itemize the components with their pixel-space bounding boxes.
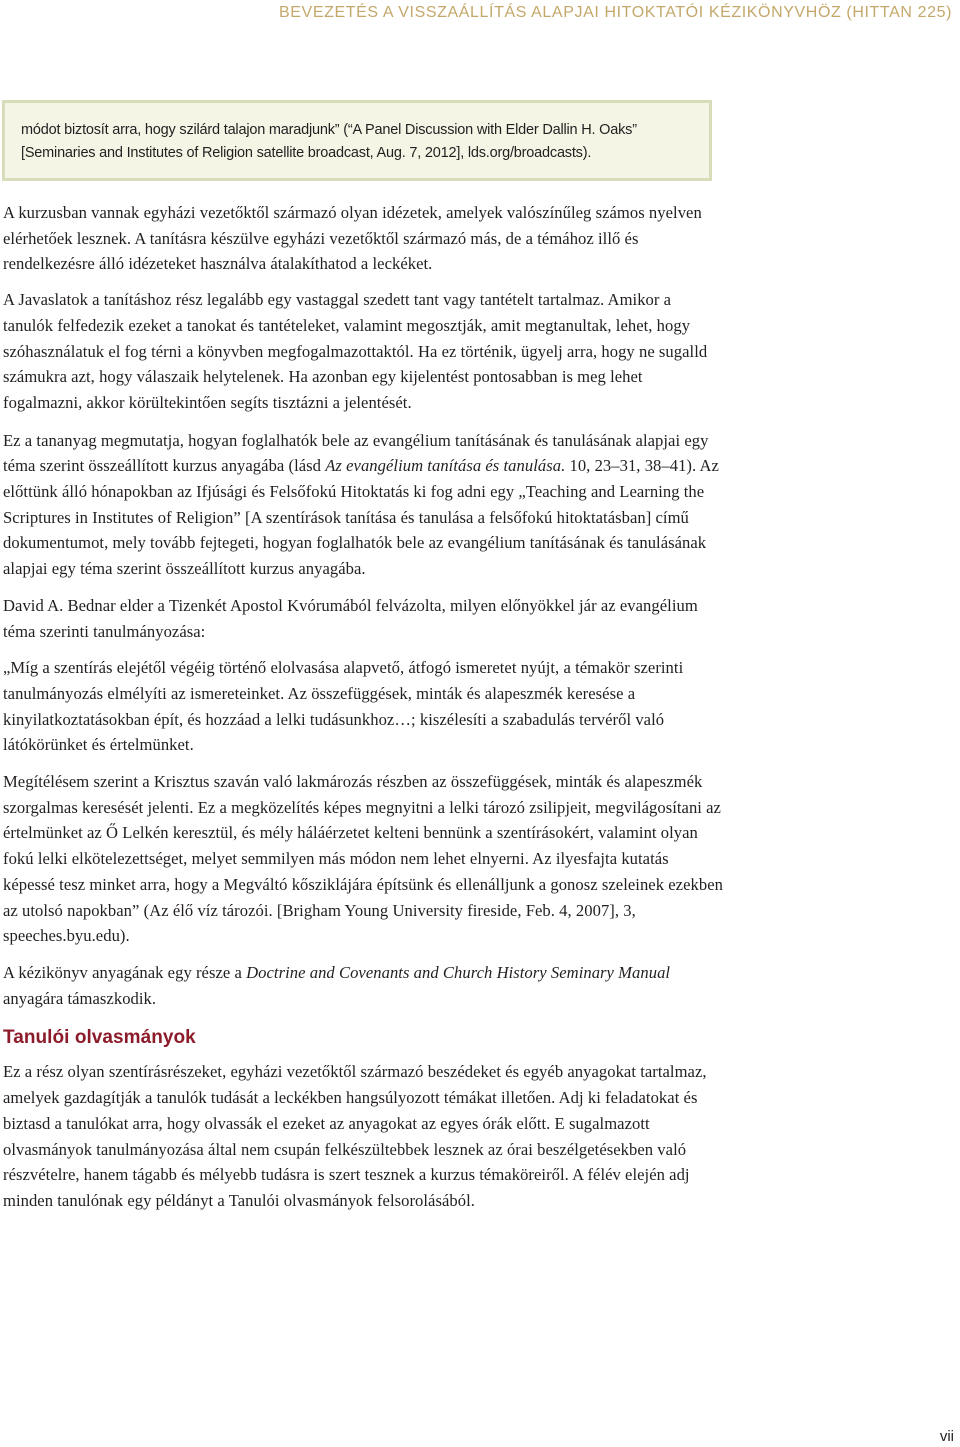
- p3-text-end: 10, 23–31, 38–41). Az előttünk álló hónapokban az Ifjúsági és Felsőfokú Hitoktatás ki fog adni egy „Teaching and Learning the Scriptures in Institutes of Religion” [A szentírások tanítása és tanulása a felsőfokú hitoktatásban] című dokumentumot, mely tovább fejtegeti, hogyan foglalhatók bele az evangélium tanításának és tanulásának alapjai egy téma szerint összeállított kurzus anyagába.: [3, 456, 719, 579]
- paragraph-doctrines-principles: A Javaslatok a tanításhoz rész legalább egy vastaggal szedett tant vagy tantételt tartalmaz. Amikor a tanulók felfedezik ezeket a tanokat és tantételeket, valamint megosztják, amit megtanultak, lehet, hogy szóhasználatuk el fog térni a könyvben megfogalmazottaktól. Ha ez történik, ügyelj arra, hogy ne sugalld számukra azt, hogy válaszaik helytelenek. Ha azonban egy kijelentést pontosabban is meg lehet fogalmazni, akkor körültekintően segíts tisztázni a jelentését.: [3, 290, 708, 412]
- section-heading-student-readings: Tanulói olvasmányok: [3, 1027, 196, 1049]
- main-content: [3, 200, 723, 1214]
- p3-book-title: Az evangélium tanítása és tanulása.: [325, 456, 566, 476]
- page-number: vii: [939, 1428, 954, 1445]
- paragraph-bednar-quote-1: „Míg a szentírás elejétől végéig történő elolvasása alapvető, átfogó ismeretet nyújt, a témakör szerinti tanulmányozás elmélyíti az ismereteinket. Az összefüggések, minták és alapeszmék keresése a kinyilatkoztatásokban épít, és hozzáad a lelki tudásunkhoz…; kiszélesíti a szabadulás tervéről való látókörünket és értelmünket.: [3, 658, 684, 755]
- p3-text-start: Ez a tananyag megmutatja, hogyan foglalhatók bele az evangélium tanításának és tanulásának alapjai egy téma szerint összeállított kurzus anyagába (lásd: [3, 430, 709, 476]
- paragraph-bednar-intro: David A. Bednar elder a Tizenkét Apostol Kvórumából felvázolta, milyen előnyökkel jár az evangélium téma szerinti tanulmányozása:: [3, 595, 698, 641]
- running-header: BEVEZETÉS A VISSZAÁLLÍTÁS ALAPJAI HITOKTATÓI KÉZIKÖNYVHÖZ (HITTAN 225): [279, 4, 952, 21]
- paragraph-bednar-quote-2: Megítélésem szerint a Krisztus szaván való lakmározás részben az összefüggések, minták és alapeszmék szorgalmas keresését jelenti. Ez a megközelítés képes megnyitni a lelki tározó zsilipjeit, megvilágosítani az értelmünket az Ő Lelkén keresztül, és mély háláérzetet kelteni bennünk a szentírásokért, valamint olyan fokú lelki elkötelezettséget, melyet semmilyen más módon nem lehet elnyerni. Az ilyesfajta kutatás képessé tesz minket arra, hogy a Megváltó kősziklájára építsünk és ellenálljunk a gonosz szeleinek ezekben az utolsó napokban” (Az élő víz tározói. [Brigham Young University fireside, Feb. 4, 2007], 3, speeches.byu.edu).: [3, 772, 723, 946]
- p7-manual-title: Doctrine and Covenants and Church History Seminary Manual: [246, 962, 671, 982]
- paragraph-gospel-teaching-fundamentals: [3, 428, 723, 582]
- paragraph-quotations-note: A kurzusban vannak egyházi vezetőktől származó olyan idézetek, amelyek valószínűleg számos nyelven elérhetőek lesznek. A tanításra készülve egyházi vezetőktől származó más, de a témához illő és rendelkezésre álló idézeteket használva átalakíthatod a leckéket.: [3, 203, 702, 274]
- p7-text-start: A kézikönyv anyagának egy része a: [3, 962, 247, 982]
- callout-text: módot biztosít arra, hogy szilárd talajon maradjunk” (“A Panel Discussion with Elder Dallin H. Oaks” [Seminaries and Institutes of Religion satellite broadcast, Aug. 7, 2012], lds.org/broadcasts).: [21, 122, 637, 161]
- paragraph-source-manual: [3, 960, 723, 1011]
- p7-text-end: anyagára támaszkodik.: [3, 988, 157, 1008]
- paragraph-student-readings: Ez a rész olyan szentírásrészeket, egyházi vezetőktől származó beszédeket és egyéb anyagokat tartalmaz, amelyek gazdagítják a tanulók tudását a leckékben hangsúlyozott témákat illetően. Adj ki feladatokat és biztasd a tanulókat arra, hogy olvassák el ezeket az anyagokat az egyes órák előtt. E sugalmazott olvasmányok tanulmányozása által nem csupán felkészültebbek lesznek az órai beszélgetésekben való részvételre, hanem tágabb és mélyebb tudásra is szert tesznek a kurzus témaköreiről. A félév elején adj minden tanulónak egy példányt a Tanulói olvasmányok felsorolásából.: [3, 1062, 707, 1210]
- quote-callout-box: [2, 100, 712, 181]
